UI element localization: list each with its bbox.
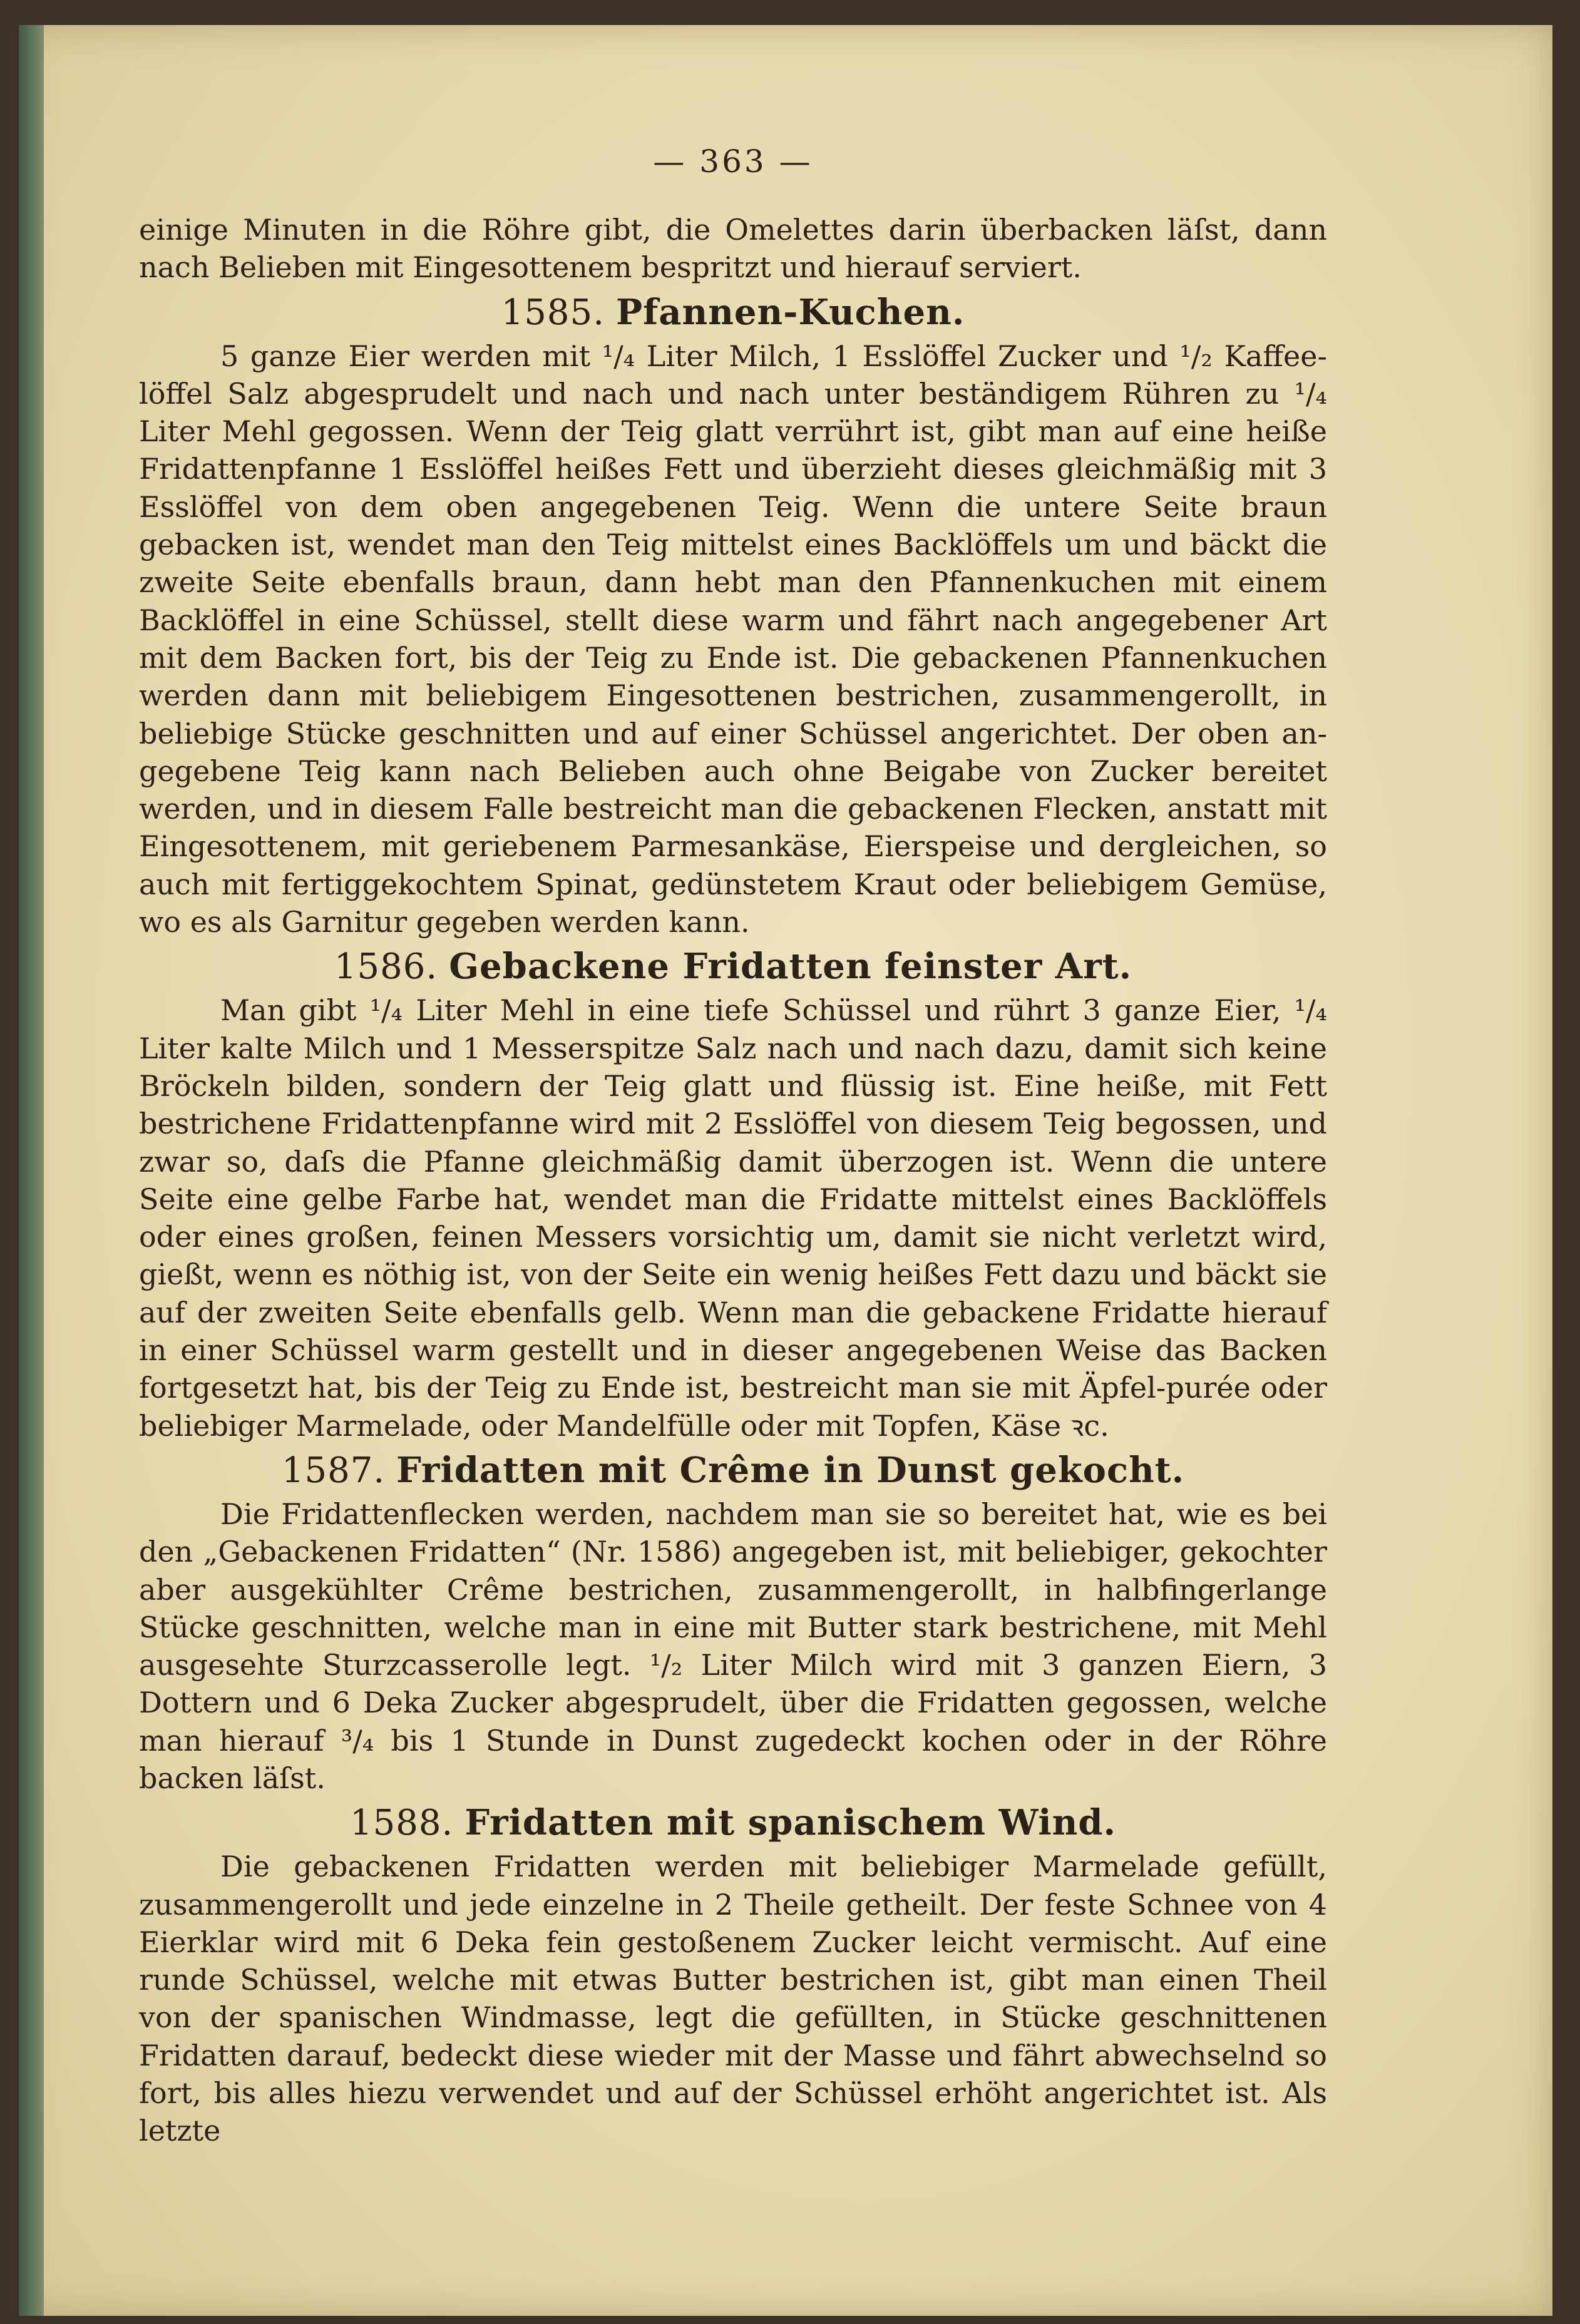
page-text	[139, 141, 1327, 2150]
recipe-number: 1588.	[349, 1803, 454, 1844]
recipe-heading-1586	[139, 946, 1327, 988]
recipe-number: 1586.	[334, 946, 438, 988]
recipe-title: Fridatten mit Crême in Dunst gekocht.	[396, 1449, 1185, 1491]
recipe-heading-1585	[139, 292, 1327, 334]
recipe-heading-1587	[139, 1450, 1327, 1492]
recipe-body-1586: Man gibt ¹/₄ Liter Mehl in eine tiefe Schüssel und rührt 3 ganze Eier, ¹/₄ Liter kalte Milch und 1 Messerspitze Salz nach und nach dazu, damit sich keine Bröckeln bilden, sondern der Teig glatt und flüssig ist. Eine heiße, mit Fett bestrichene Fridattenpfanne wird mit 2 Esslöffel von diesem Teig begossen, und zwar so, daſs die Pfanne gleichmäßig damit überzogen ist. Wenn die untere Seite eine gelbe Farbe hat, wendet man die Fridatte mittelst eines Backlöffels oder eines großen, feinen Messers vorsichtig um, damit sie nicht verletzt wird, gießt, wenn es nöthig ist, von der Seite ein wenig heißes Fett dazu und bäckt sie auf der zweiten Seite ebenfalls gelb. Wenn man die gebackene Fridatte hierauf in einer Schüssel warm gestellt und in dieser angegebenen Weise das Backen fortgesetzt hat, bis der Teig zu Ende ist, bestreicht man sie mit Äpfel-purée oder beliebiger Marmelade, oder Mandelfülle oder mit Topfen, Käse ꝛc.	[139, 993, 1327, 1443]
recipe-body-1585: 5 ganze Eier werden mit ¹/₄ Liter Milch, 1 Esslöffel Zucker und ¹/₂ Kaffee-löffel Salz abgesprudelt und nach und nach unter beständigem Rühren zu ¹/₄ Liter Mehl gegossen. Wenn der Teig glatt verrührt ist, gibt man auf eine heiße Fridattenpfanne 1 Esslöffel heißes Fett und überzieht dieses gleichmäßig mit 3 Esslöffel von dem oben angegebenen Teig. Wenn die untere Seite braun gebacken ist, wendet man den Teig mittelst eines Backlöffels um und bäckt die zweite Seite ebenfalls braun, dann hebt man den Pfannenkuchen mit einem Backlöffel in eine Schüssel, stellt diese warm und fährt nach angegebener Art mit dem Backen fort, bis der Teig zu Ende ist. Die gebackenen Pfannenkuchen werden dann mit beliebigem Eingesottenen bestrichen, zusammengerollt, in beliebige Stücke geschnitten und auf einer Schüssel angerichtet. Der oben an-gegebene Teig kann nach Belieben auch ohne Beigabe von Zucker bereitet werden, und in diesem Falle bestreicht man die gebackenen Flecken, anstatt mit Eingesottenem, mit geriebenem Parmesankäse, Eierspeise und dergleichen, so auch mit fertiggekochtem Spinat, gedünstetem Kraut oder beliebigem Gemüse, wo es als Garnitur gegeben werden kann.	[139, 339, 1327, 939]
recipe-heading-1588	[139, 1802, 1327, 1844]
recipe-title: Gebackene Fridatten feinster Art.	[449, 946, 1132, 988]
recipe-number: 1587.	[281, 1450, 386, 1491]
recipe-number: 1585.	[501, 292, 605, 333]
recipe-body-1588: Die gebackenen Fridatten werden mit beliebiger Marmelade gefüllt, zusammengerollt und jede einzelne in 2 Theile getheilt. Der feste Schnee von 4 Eierklar wird mit 6 Deka fein gestoßenem Zucker leicht vermischt. Auf eine runde Schüssel, welche mit etwas Butter bestrichen ist, gibt man einen Theil von der spanischen Windmasse, legt die gefüllten, in Stücke geschnittenen Fridatten darauf, bedeckt diese wieder mit der Masse und fährt abwechselnd so fort, bis alles hiezu verwendet und auf der Schüssel erhöht angerichtet ist. Als letzte	[139, 1850, 1327, 2148]
page-gutter	[19, 25, 44, 2316]
recipe-body-1587: Die Fridattenflecken werden, nachdem man sie so bereitet hat, wie es bei den „Gebackenen Fridatten“ (Nr. 1586) angegeben ist, mit beliebiger, gekochter aber ausgekühlter Crême bestrichen, zusammengerollt, in halbfingerlange Stücke geschnitten, welche man in eine mit Butter stark bestrichene, mit Mehl ausgesehte Sturzcasserolle legt. ¹/₂ Liter Milch wird mit 3 ganzen Eiern, 3 Dottern und 6 Deka Zucker abgesprudelt, über die Fridatten gegossen, welche man hierauf ³/₄ bis 1 Stunde in Dunst zugedeckt kochen oder in der Röhre backen läſst.	[139, 1497, 1327, 1795]
recipe-title: Pfannen-Kuchen.	[616, 291, 965, 333]
recipe-title: Fridatten mit spanischem Wind.	[464, 1802, 1116, 1844]
page-number: — 363 —	[653, 143, 813, 180]
paragraph-continuation: einige Minuten in die Röhre gibt, die Omelettes darin überbacken läſst, dann nach Belieben mit Eingesottenem bespritzt und hierauf serviert.	[139, 213, 1327, 285]
